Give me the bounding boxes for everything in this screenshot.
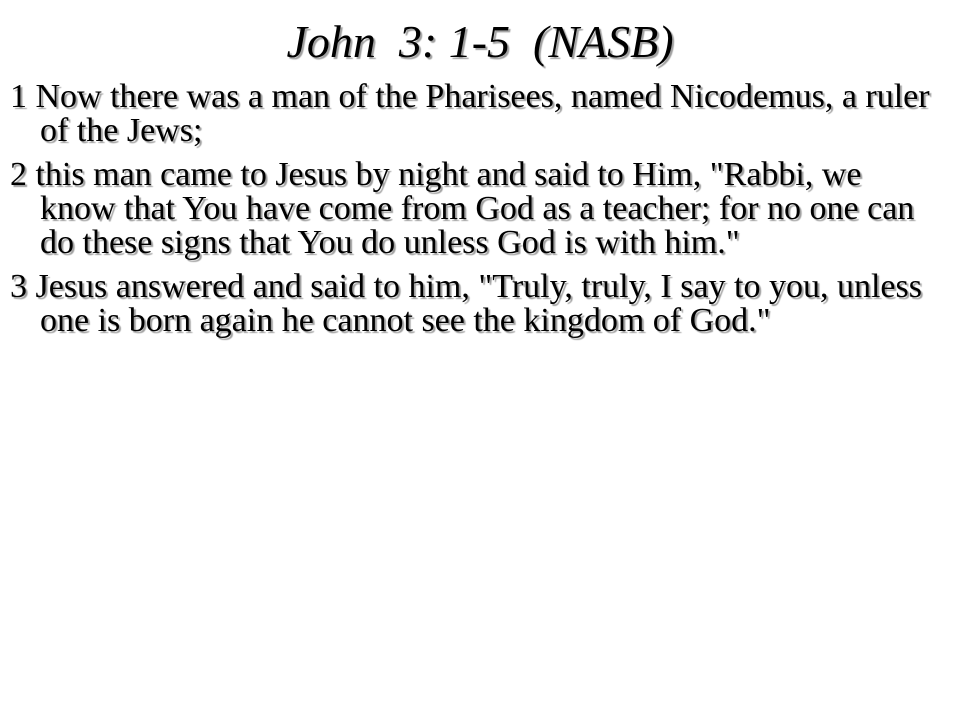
verse-list (10, 80, 935, 348)
verse-3: 3 Jesus answered and said to him, "Truly, truly, I say to you, unless one is born again he cannot see the kingdom of God." (10, 268, 922, 339)
verse-1: 1 Now there was a man of the Pharisees, named Nicodemus, a ruler of the Jews; (10, 78, 930, 149)
slide-title: John 3: 1-5 (NASB) (286, 16, 674, 67)
verse-2: 2 this man came to Jesus by night and said to Him, "Rabbi, we know that You have come from God as a teacher; for no one can do these signs that You do unless God is with him." (10, 156, 915, 261)
